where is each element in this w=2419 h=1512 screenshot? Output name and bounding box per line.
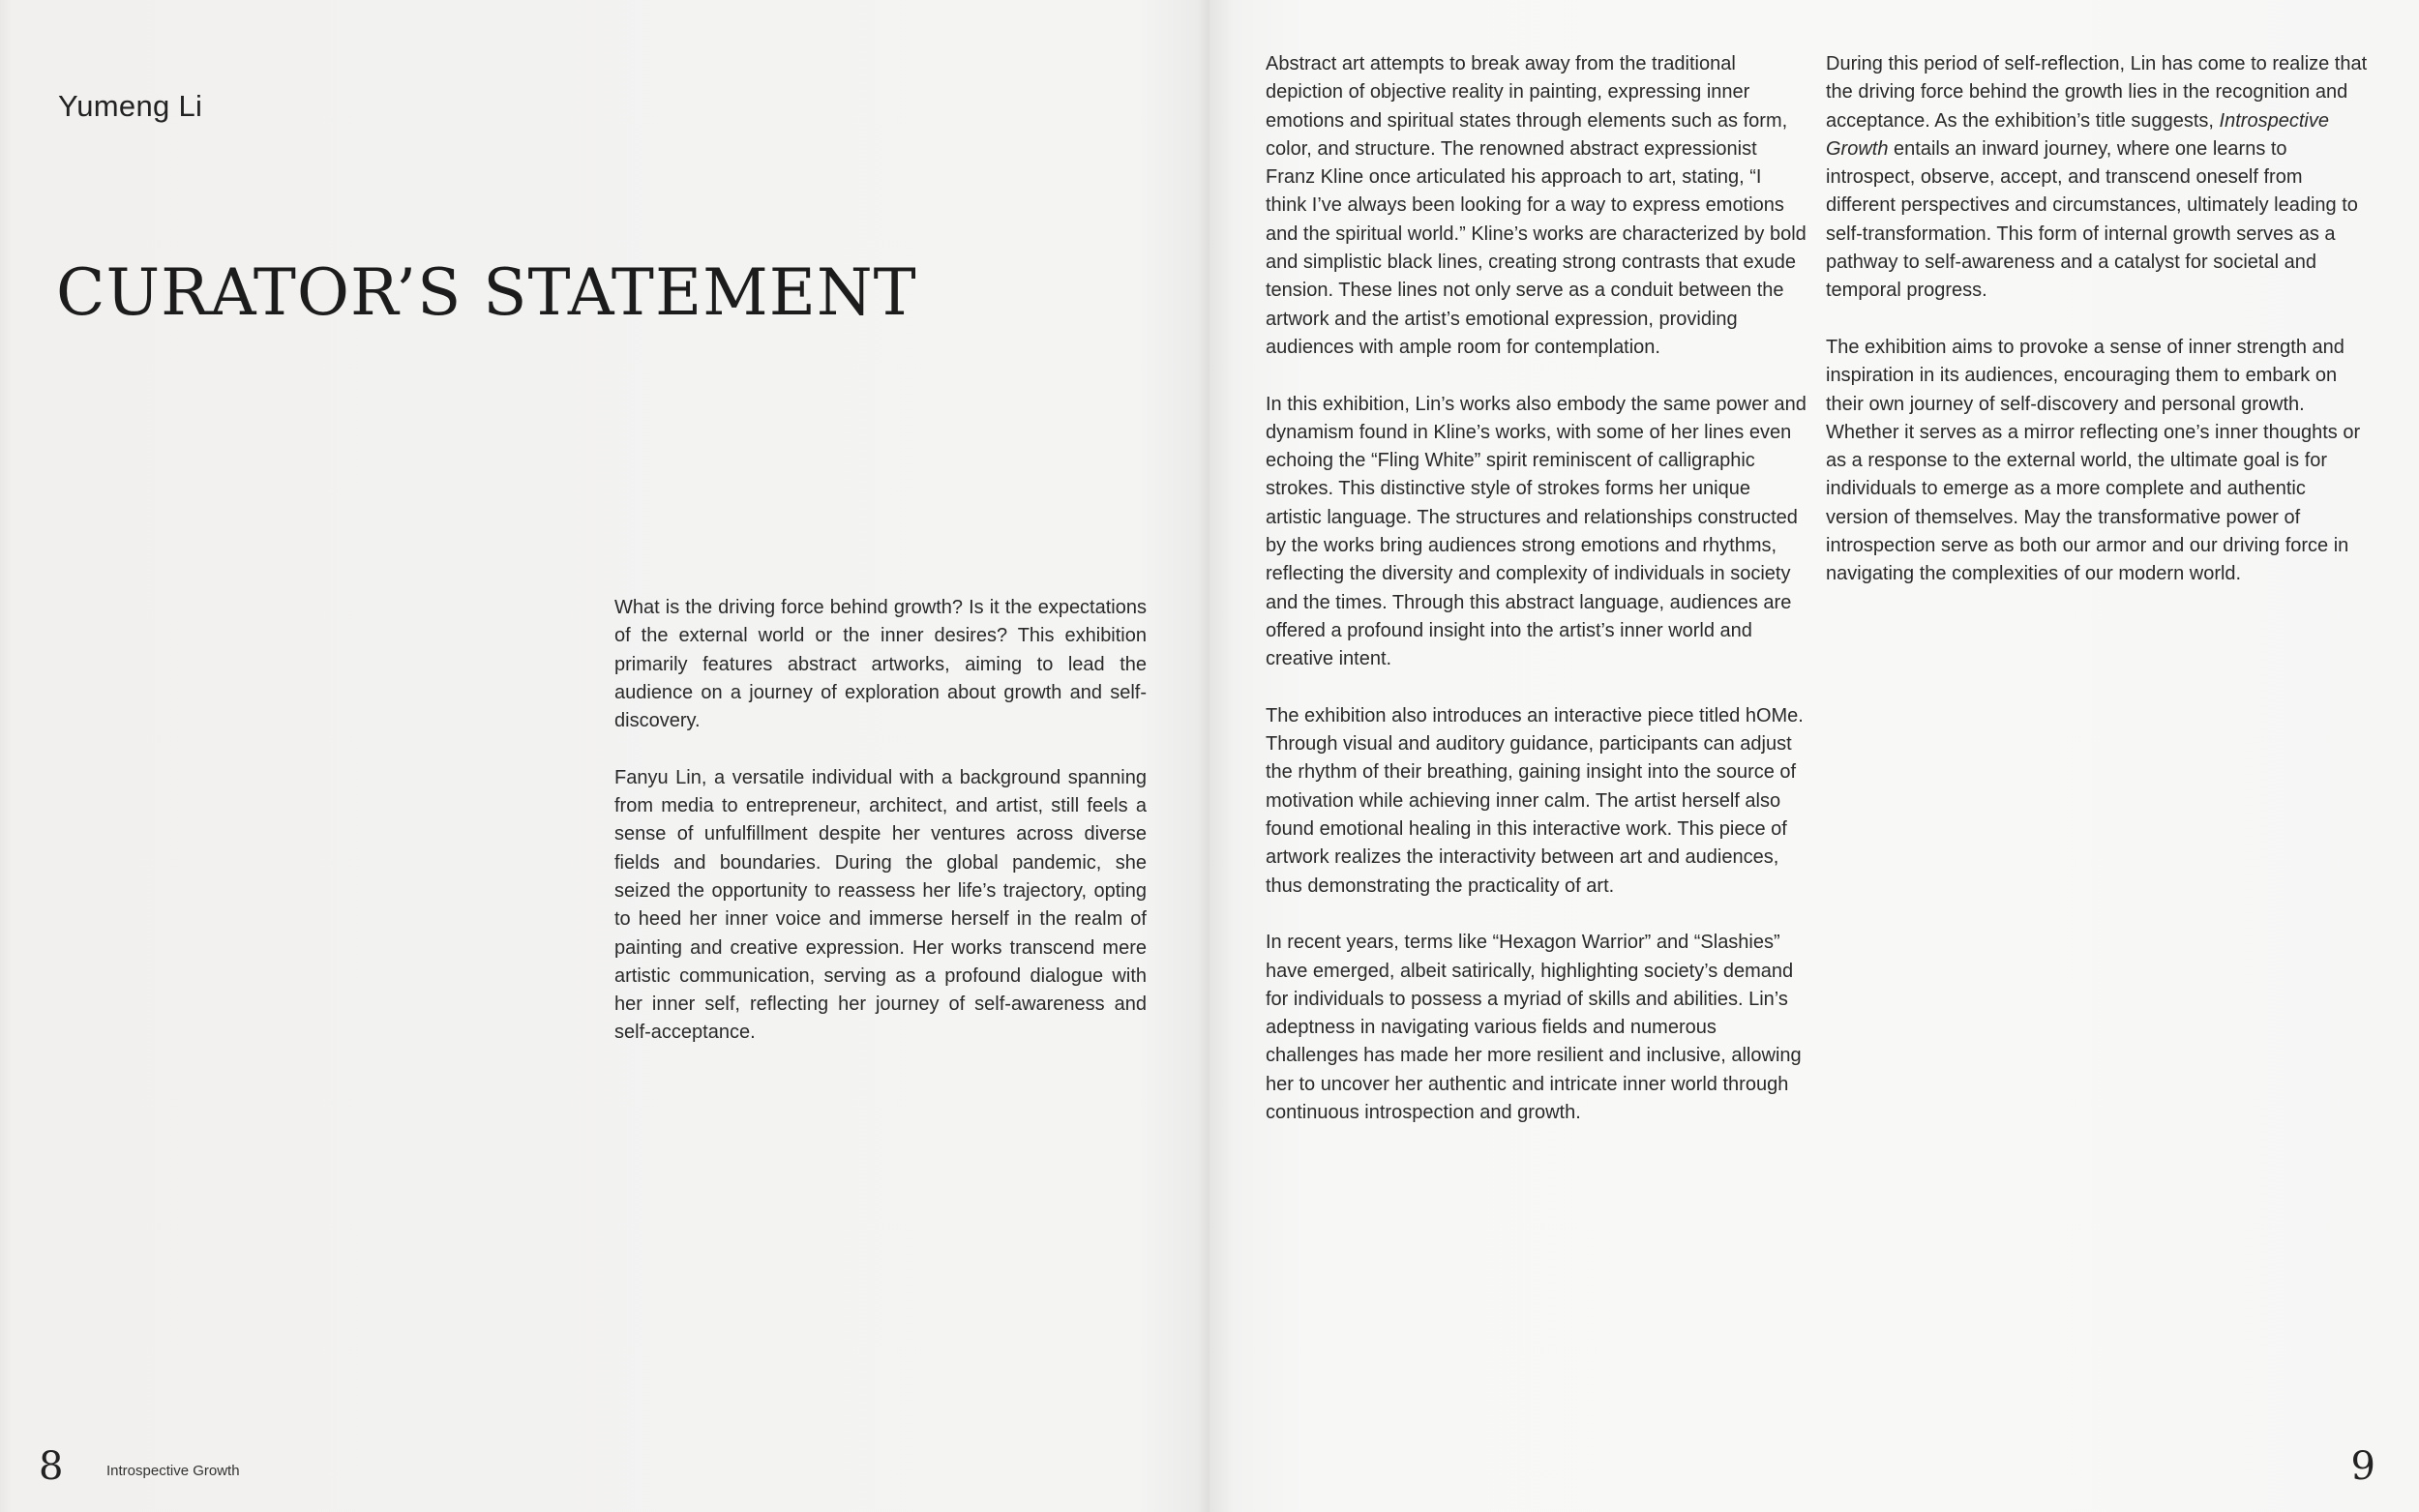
statement-column-2	[1826, 50, 2368, 617]
statement-paragraph-3: The exhibition also introduces an interactive piece titled hOMe. Through visual and auditory guidance, participants can adjust the rhythm of their breathing, gaining insight into the source of motivation while achieving inner calm. The artist herself also found emotional healing in this interactive work. This piece of artwork realizes the interactivity between art and audiences, thus demonstrating the practicality of art.	[1266, 704, 1804, 897]
page-title: CURATOR’S STATEMENT	[56, 255, 917, 330]
statement-paragraph-5	[1826, 50, 2368, 306]
statement-paragraph-1: Abstract art attempts to break away from the traditional depiction of objective reality in painting, expressing inner emotions and spiritual states through elements such as form, color, and structure. The renowned abstract expressionist Franz Kline once articulated his approach to art, stating, “I think I’ve always been looking for a way to express emotions and the spiritual world.” Kline’s works are characterized by bold and simplistic black lines, creating strong contrasts that exude tension. These lines not only serve as a conduit between the artwork and the artist’s emotional expression, providing audiences with ample room for contemplation.	[1266, 53, 1807, 358]
author-name: Yumeng Li	[58, 89, 203, 123]
footer-publication-title: Introspective Growth	[106, 1463, 240, 1479]
statement-paragraph-2: In this exhibition, Lin’s works also embody the same power and dynamism found in Kline’s works, with some of her lines even echoing the “Fling White” spirit reminiscent of calligraphic strokes. This distinctive style of strokes forms her unique artistic language. The structures and relationships constructed by the works bring audiences strong emotions and rhythms, reflecting the diversity and complexity of individuals in society and the times. Through this abstract language, audiences are offered a profound insight into the artist’s inner world and creative intent.	[1266, 393, 1807, 670]
intro-paragraph-2: Fanyu Lin, a versatile individual with a background spanning from media to entrepreneur, architect, and artist, still feels a sense of unfulfillment despite her ventures across diverse fields and boundaries. During the global pandemic, she seized the opportunity to reassess her life’s trajectory, opting to heed her inner voice and immerse herself in the realm of painting and creative expression. Her works transcend mere artistic communication, serving as a profound dialogue with her inner self, reflecting her journey of self-awareness and self-acceptance.	[614, 766, 1147, 1044]
paragraph-text-before-italic: During this period of self-reflection, Lin has come to realize that the driving force behind the growth lies in the recognition and acceptance. As the exhibition’s title suggests,	[1826, 53, 2368, 132]
paragraph-text-after-italic: entails an inward journey, where one learns to introspect, observe, accept, and transcend oneself from different perspectives and circumstances, ultimately leading to self-transformation. This form of internal growth serves as a pathway to self-awareness and a catalyst for societal and temporal progress.	[1826, 137, 2358, 302]
exhibition-title-italic: Introspective Growth	[1826, 109, 2329, 160]
intro-column	[614, 594, 1147, 1076]
page-number-left: 8	[39, 1444, 64, 1489]
statement-paragraph-4: In recent years, terms like “Hexagon Warrior” and “Slashies” have emerged, albeit satirically, highlighting society’s demand for individuals to possess a myriad of skills and abilities. Lin’s adeptness in navigating various fields and numerous challenges has made her more resilient and inclusive, allowing her to uncover her authentic and intricate inner world through continuous introspection and growth.	[1266, 932, 1802, 1123]
statement-column-1	[1266, 50, 1807, 1156]
statement-paragraph-6: The exhibition aims to provoke a sense of inner strength and inspiration in its audiences, encouraging them to embark on their own journey of self-discovery and personal growth. Whether it serves as a mirror reflecting one’s inner thoughts or as a response to the external world, the ultimate goal is for individuals to emerge as a more complete and authentic version of themselves. May the transformative power of introspection serve as both our armor and our driving force in navigating the complexities of our modern world.	[1826, 336, 2361, 585]
page-number-right: 9	[2350, 1444, 2375, 1489]
intro-paragraph-1: What is the driving force behind growth? Is it the expectations of the external world or the inner desires? This exhibition primarily features abstract artworks, aiming to lead the audience on a journey of exploration about growth and self-discovery.	[614, 597, 1147, 732]
